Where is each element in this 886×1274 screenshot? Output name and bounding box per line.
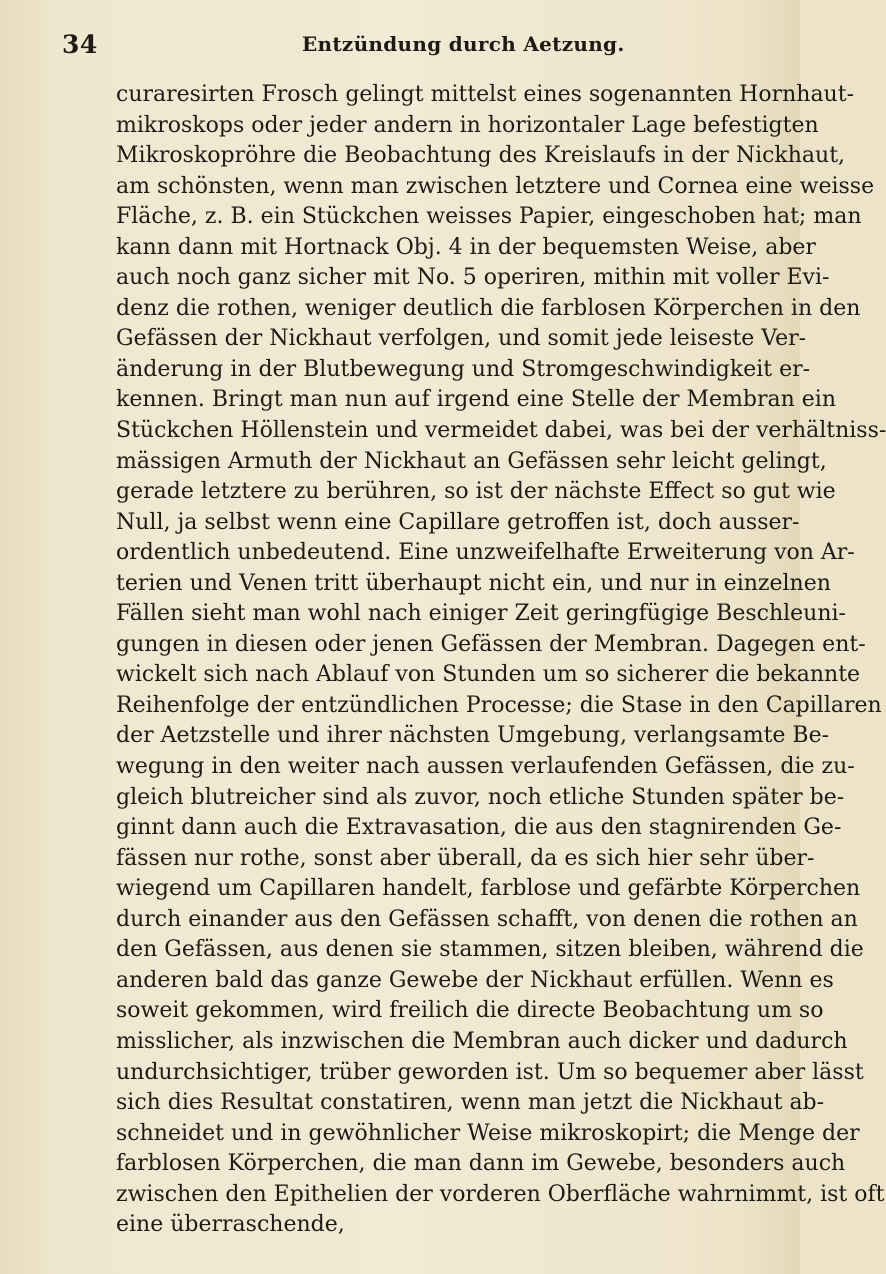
text-line: ginnt dann auch die Extravasation, die aus den stagnirenden Ge- (116, 815, 842, 841)
text-line: farblosen Körperchen, die man dann im Gewebe, besonders auch (116, 1151, 846, 1177)
text-line: den Gefässen, aus denen sie stammen, sitzen bleiben, während die (116, 937, 864, 963)
text-line: kennen. Bringt man nun auf irgend eine Stelle der Membran ein (116, 387, 837, 413)
text-line: wiegend um Capillaren handelt, farblose und gefärbte Körperchen (116, 876, 861, 902)
text-line: terien und Venen tritt überhaupt nicht ein, und nur in einzelnen (116, 570, 831, 596)
text-line: Gefässen der Nickhaut verfolgen, und somit jede leiseste Ver- (116, 326, 807, 352)
text-line: gleich blutreicher sind als zuvor, noch etliche Stunden später be- (116, 784, 845, 810)
text-line: kann dann mit Hortnack Obj. 4 in der bequemsten Weise, aber (116, 234, 816, 260)
text-line: curaresirten Frosch gelingt mittelst eines sogenannten Hornhaut- (116, 82, 854, 107)
text-line: sich dies Resultat constatiren, wenn man jetzt die Nickhaut ab- (116, 1090, 825, 1116)
text-line: gerade letztere zu berühren, so ist der nächste Effect so gut wie (116, 479, 836, 505)
body-paragraph (116, 80, 886, 1241)
text-line: am schönsten, wenn man zwischen letztere und Cornea eine weisse (116, 173, 875, 199)
text-line: zwischen den Epithelien der vorderen Oberfläche wahrnimmt, ist oft (116, 1181, 885, 1207)
text-line: misslicher, als inzwischen die Membran auch dicker und dadurch (116, 1028, 848, 1054)
text-line: Fällen sieht man wohl nach einiger Zeit geringfügige Beschleuni- (116, 601, 846, 627)
text-line: schneidet und in gewöhnlicher Weise mikroskopirt; die Menge der (116, 1120, 860, 1146)
text-line: wegung in den weiter nach aussen verlaufenden Gefässen, die zu- (116, 754, 855, 780)
text-line: auch noch ganz sicher mit No. 5 operiren, mithin mit voller Evi- (116, 265, 830, 291)
text-line: Mikroskopröhre die Beobachtung des Kreislaufs in der Nickhaut, (116, 143, 846, 169)
text-line: soweit gekommen, wird freilich die directe Beobachtung um so (116, 998, 824, 1024)
text-line: der Aetzstelle und ihrer nächsten Umgebung, verlangsamte Be- (116, 723, 830, 749)
text-line: Null, ja selbst wenn eine Capillare getroffen ist, doch ausser- (116, 509, 800, 535)
running-head (62, 30, 752, 60)
text-line: mikroskops oder jeder andern in horizontaler Lage befestigten (116, 112, 819, 138)
page-number: 34 (62, 30, 98, 59)
text-line: Stückchen Höllenstein und vermeidet dabei, was bei der verhältniss- (116, 418, 886, 444)
text-line: anderen bald das ganze Gewebe der Nickhaut erfüllen. Wenn es (116, 967, 834, 993)
text-line: gungen in diesen oder jenen Gefässen der Membran. Dagegen ent- (116, 631, 866, 657)
text-line: mässigen Armuth der Nickhaut an Gefässen sehr leicht gelingt, (116, 448, 827, 474)
text-line: eine überraschende, (116, 1212, 345, 1238)
text-line: durch einander aus den Gefässen schafft, von denen die rothen an (116, 906, 858, 932)
text-line: Reihenfolge der entzündlichen Processe; die Stase in den Capillaren (116, 692, 882, 718)
text-line: änderung in der Blutbewegung und Stromgeschwindigkeit er- (116, 356, 811, 382)
text-line: Fläche, z. B. ein Stückchen weisses Papier, eingeschoben hat; man (116, 204, 862, 230)
text-line: wickelt sich nach Ablauf von Stunden um so sicherer die bekannte (116, 662, 861, 688)
text-line: denz die rothen, weniger deutlich die farblosen Körperchen in den (116, 295, 861, 321)
running-title: Entzündung durch Aetzung. (302, 32, 625, 56)
text-line: fässen nur rothe, sonst aber überall, da es sich hier sehr über- (116, 845, 815, 871)
text-line: undurchsichtiger, trüber geworden ist. Um so bequemer aber lässt (116, 1059, 864, 1085)
text-line: ordentlich unbedeutend. Eine unzweifelhafte Erweiterung von Ar- (116, 540, 855, 566)
